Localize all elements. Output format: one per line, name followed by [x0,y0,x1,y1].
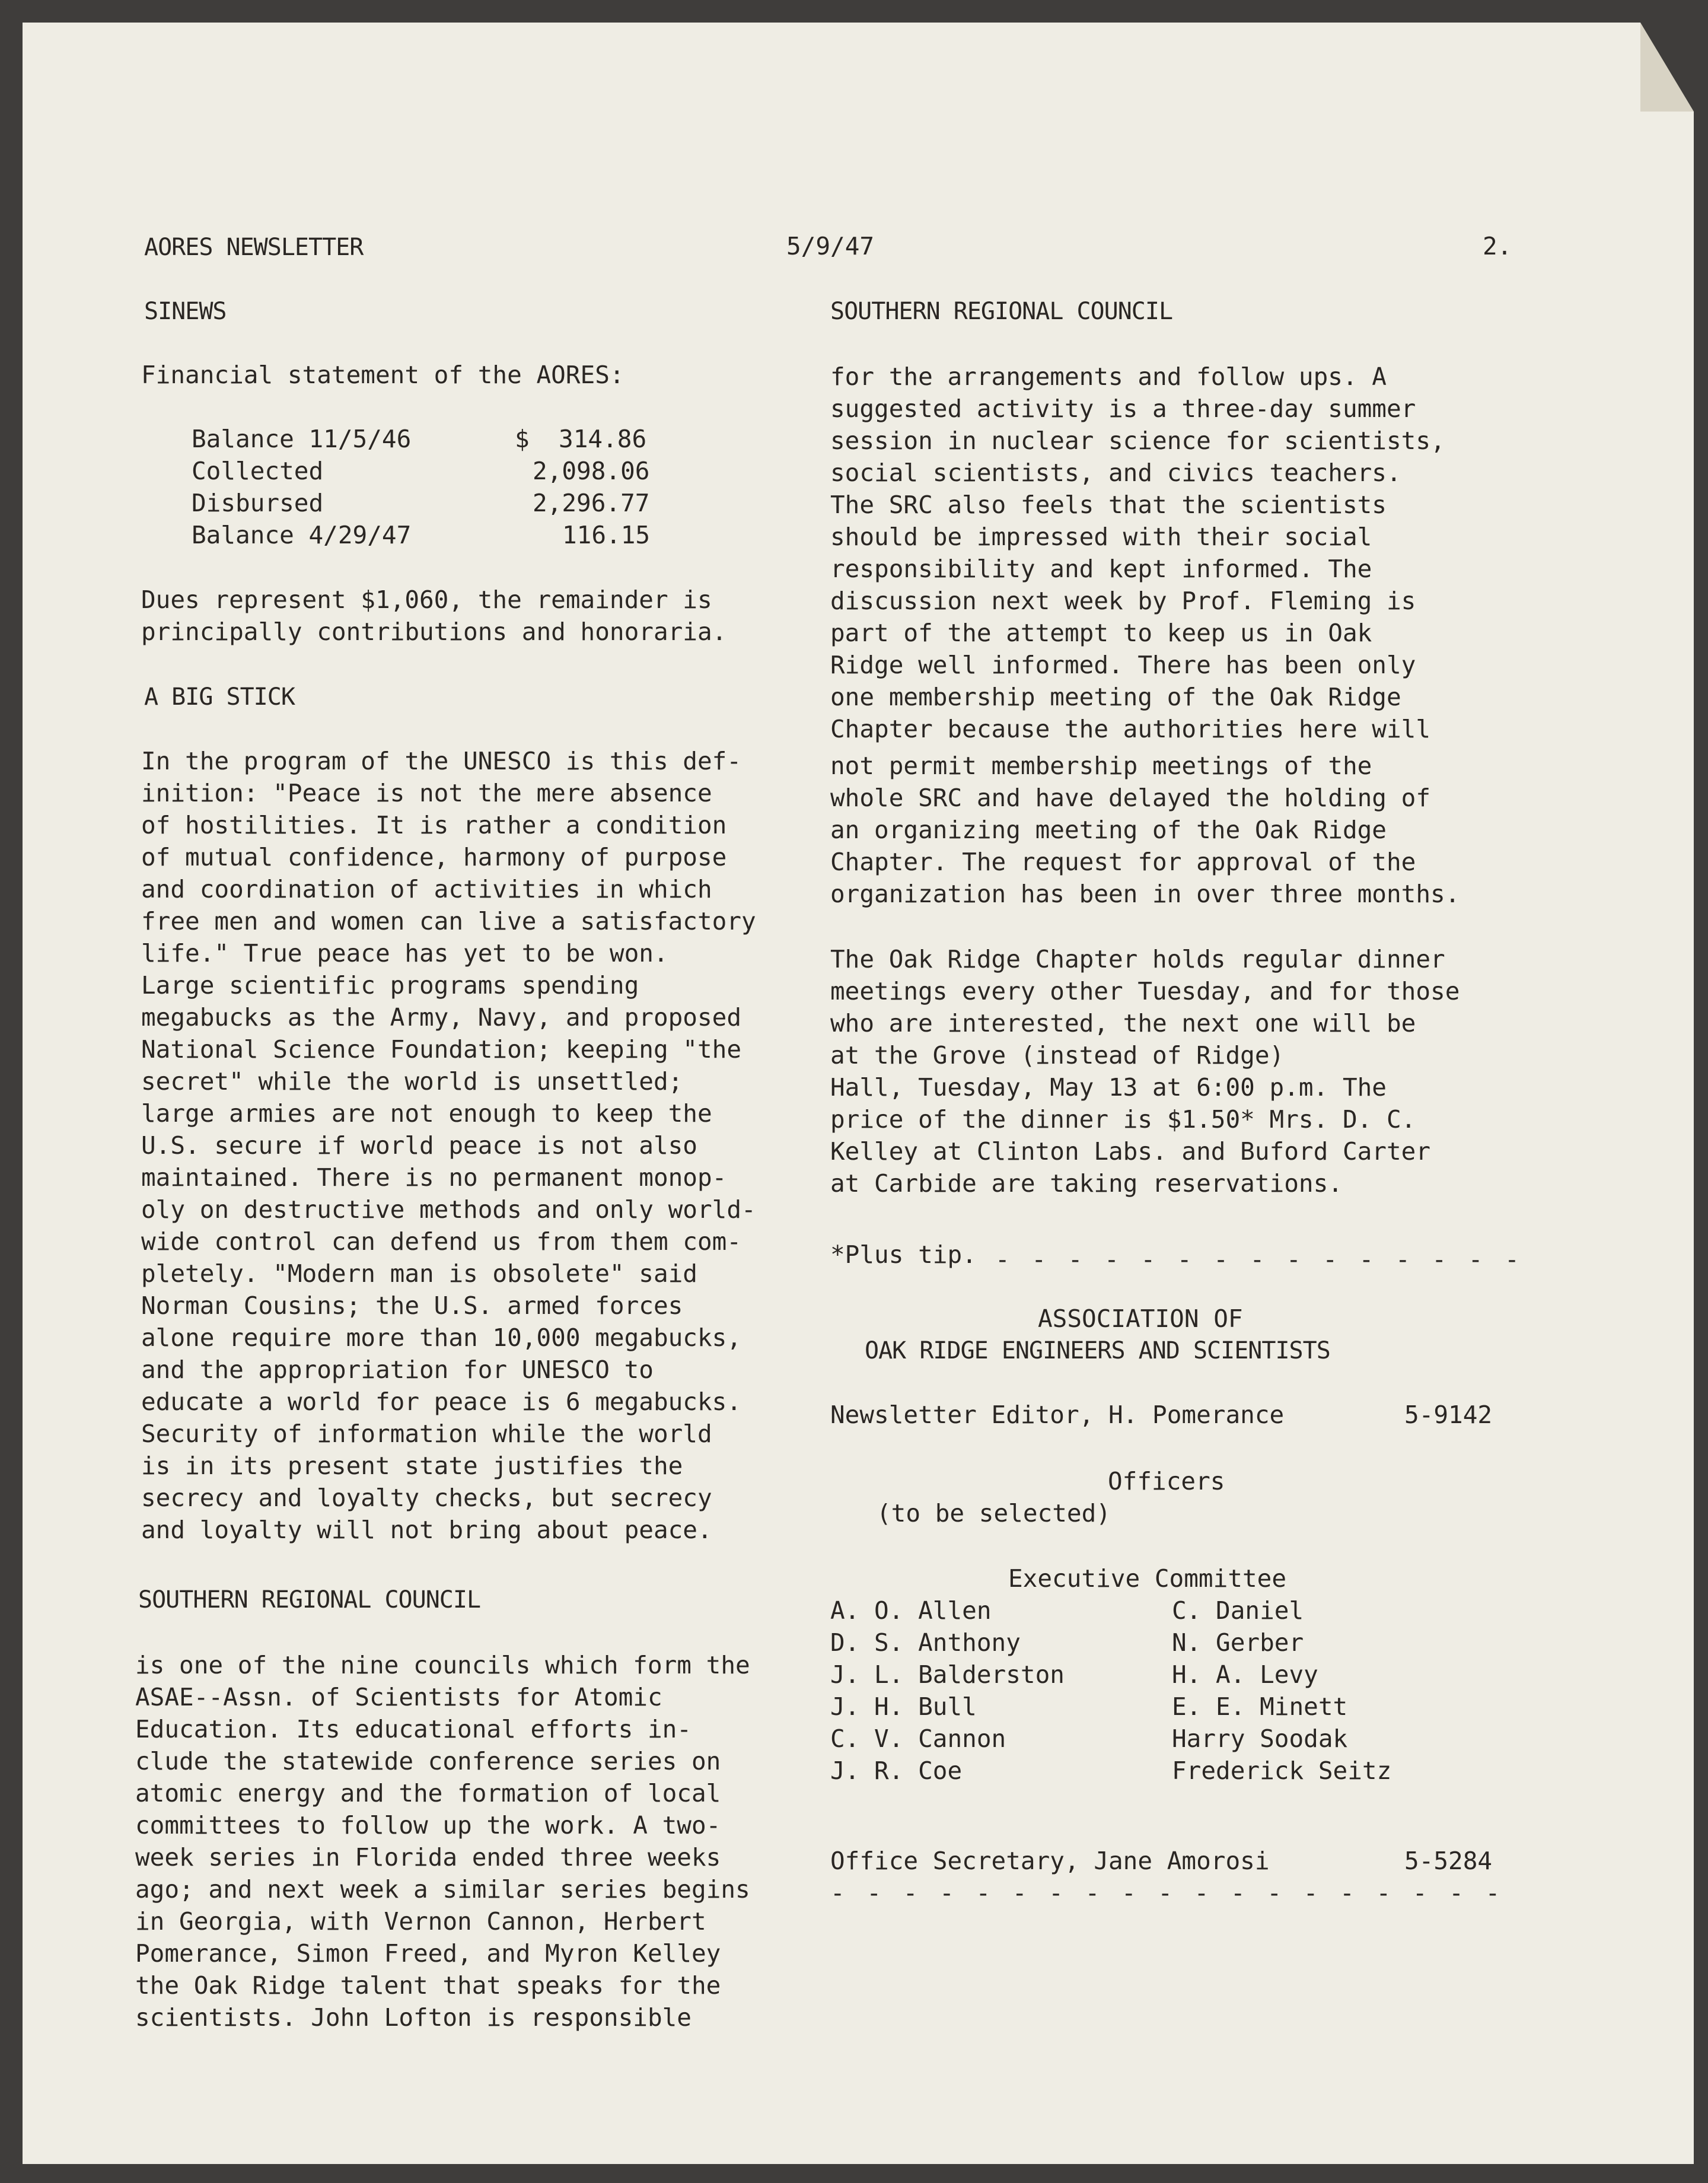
paragraph-line: at the Grove (instead of Ridge) [830,1041,1285,1070]
newsletter-date: 5/9/47 [786,232,875,260]
executive-committee-heading: Executive Committee [1008,1564,1286,1593]
paragraph-line: meetings every other Tuesday, and for those [830,977,1460,1005]
committee-member: C. V. Cannon [830,1724,1006,1753]
paragraph-line: should be impressed with their social [830,523,1372,551]
paragraph-line: for the arrangements and follow ups. A [830,362,1387,391]
paragraph-line: not permit membership meetings of the [830,752,1372,780]
financial-value: $ 314.86 [515,425,647,453]
paragraph-line: suggested activity is a three-day summer [830,394,1416,423]
paragraph-line: Kelley at Clinton Labs. and Buford Carter [830,1137,1431,1166]
paragraph-line: secrecy and loyalty checks, but secrecy [141,1484,712,1512]
committee-member: J. H. Bull [830,1692,977,1721]
committee-member: J. R. Coe [830,1756,963,1785]
paragraph-line: and loyalty will not bring about peace. [141,1516,712,1544]
newsletter-editor: Newsletter Editor, H. Pomerance [830,1401,1285,1429]
paragraph-line: one membership meeting of the Oak Ridge [830,683,1401,711]
financial-intro: Financial statement of the AORES: [141,361,624,389]
paragraph-line: large armies are not enough to keep the [141,1099,712,1128]
big-stick-heading: A BIG STICK [144,683,295,711]
paragraph-line: Large scientific programs spending [141,971,639,1000]
committee-member: D. S. Anthony [830,1628,1021,1657]
paragraph-line: alone require more than 10,000 megabucks, [141,1323,742,1352]
paragraph-line: an organizing meeting of the Oak Ridge [830,816,1387,844]
paragraph-line: free men and women can live a satisfactory [141,907,756,935]
paragraph-line: The Oak Ridge Chapter holds regular dinner [830,945,1445,973]
financial-value: 2,296.77 [533,489,650,517]
paragraph-line: clude the statewide conference series on [135,1747,721,1775]
paragraph-line: week series in Florida ended three weeks [135,1843,721,1872]
committee-member: E. E. Minett [1172,1692,1348,1721]
officers-note: (to be selected) [877,1499,1111,1528]
paragraph-line: life." True peace has yet to be won. [141,939,668,968]
paragraph-line: the Oak Ridge talent that speaks for the [135,1971,721,2000]
committee-member: C. Daniel [1172,1596,1304,1625]
officers-heading: Officers [1108,1467,1225,1495]
paragraph-line: secret" while the world is unsettled; [141,1067,683,1096]
paragraph-line: and the appropriation for UNESCO to [141,1355,654,1384]
committee-member: N. Gerber [1172,1628,1304,1657]
committee-member: Frederick Seitz [1172,1756,1392,1785]
paragraph-line: of mutual confidence, harmony of purpose [141,843,727,871]
committee-member: Harry Soodak [1172,1724,1348,1753]
paragraph-line: committees to follow up the work. A two- [135,1811,721,1840]
financial-value: 116.15 [562,521,651,549]
bottom-dash-rule: - - - - - - - - - - - - - - - - - - - [830,1879,1504,1907]
src-heading-left: SOUTHERN REGIONAL COUNCIL [138,1586,481,1614]
paragraph-line: inition: "Peace is not the mere absence [141,779,712,807]
committee-member: J. L. Balderston [830,1660,1065,1689]
paragraph-line: is one of the nine councils which form the [135,1651,750,1679]
paragraph-line: and coordination of activities in which [141,875,712,903]
association-line-2: OAK RIDGE ENGINEERS AND SCIENTISTS [865,1337,1330,1364]
paragraph-line: ago; and next week a similar series begins [135,1875,750,1904]
paragraph-line: National Science Foundation; keeping "the [141,1035,742,1064]
financial-label: Balance 11/5/46 [192,425,412,453]
paragraph-line: Pomerance, Simon Freed, and Myron Kelley [135,1939,721,1968]
paragraph-line: pletely. "Modern man is obsolete" said [141,1259,697,1288]
sinews-heading: SINEWS [144,298,227,325]
paragraph-line: wide control can defend us from them com- [141,1227,742,1256]
paragraph-line: maintained. There is no permanent monop- [141,1163,727,1192]
paragraph-line: principally contributions and honoraria. [141,618,727,646]
paragraph-line: is in its present state justifies the [141,1452,683,1480]
newsletter-title: AORES NEWSLETTER [144,234,364,261]
paragraph-line: who are interested, the next one will be [830,1009,1416,1038]
paragraph-line: whole SRC and have delayed the holding of [830,784,1431,812]
financial-label: Collected [192,457,324,485]
paragraph-line: Hall, Tuesday, May 13 at 6:00 p.m. The [830,1073,1387,1102]
paragraph-line: session in nuclear science for scientists, [830,427,1445,455]
paragraph-line: at Carbide are taking reservations. [830,1169,1343,1198]
paragraph-line: Dues represent $1,060, the remainder is [141,585,712,614]
committee-member: H. A. Levy [1172,1660,1318,1689]
paragraph-line: educate a world for peace is 6 megabucks. [141,1388,742,1416]
dash-rule: - - - - - - - - - - - - - - - [995,1245,1523,1274]
paragraph-line: Chapter. The request for approval of the [830,848,1416,876]
financial-value: 2,098.06 [533,457,650,485]
paragraph-line: price of the dinner is $1.50* Mrs. D. C. [830,1105,1416,1134]
financial-label: Disbursed [192,489,324,517]
paragraph-line: in Georgia, with Vernon Cannon, Herbert [135,1907,706,1936]
paragraph-line: responsibility and kept informed. The [830,555,1372,583]
paragraph-line: discussion next week by Prof. Fleming is [830,587,1416,615]
paragraph-line: Security of information while the world [141,1420,712,1448]
editor-phone: 5-9142 [1404,1401,1493,1429]
paragraph-line: oly on destructive methods and only world- [141,1195,756,1224]
paragraph-line: In the program of the UNESCO is this def- [141,747,742,775]
paragraph-line: Chapter because the authorities here will [830,715,1431,743]
office-secretary: Office Secretary, Jane Amorosi [830,1847,1270,1875]
secretary-phone: 5-5284 [1404,1847,1493,1875]
paragraph-line: social scientists, and civics teachers. [830,459,1401,487]
paragraph-line: scientists. John Lofton is responsible [135,2003,692,2032]
paragraph-line: of hostilities. It is rather a condition [141,811,727,839]
paragraph-line: megabucks as the Army, Navy, and proposed [141,1003,742,1032]
footnote: *Plus tip. [830,1240,977,1269]
paragraph-line: organization has been in over three months. [830,880,1460,908]
page-number: 2. [1483,232,1512,260]
paragraph-line: The SRC also feels that the scientists [830,491,1387,519]
paragraph-line: ASAE--Assn. of Scientists for Atomic [135,1683,662,1711]
association-line-1: ASSOCIATION OF [1038,1304,1243,1333]
financial-label: Balance 4/29/47 [192,521,412,549]
newsletter-page [23,23,1694,2164]
committee-member: A. O. Allen [830,1596,992,1625]
paragraph-line: U.S. secure if world peace is not also [141,1131,697,1160]
src-heading-right: SOUTHERN REGIONAL COUNCIL [830,298,1173,325]
paragraph-line: atomic energy and the formation of local [135,1779,721,1808]
paragraph-line: Norman Cousins; the U.S. armed forces [141,1291,683,1320]
paragraph-line: Ridge well informed. There has been only [830,651,1416,679]
folded-corner [1640,23,1694,112]
paragraph-line: Education. Its educational efforts in- [135,1715,692,1743]
paragraph-line: part of the attempt to keep us in Oak [830,619,1372,647]
